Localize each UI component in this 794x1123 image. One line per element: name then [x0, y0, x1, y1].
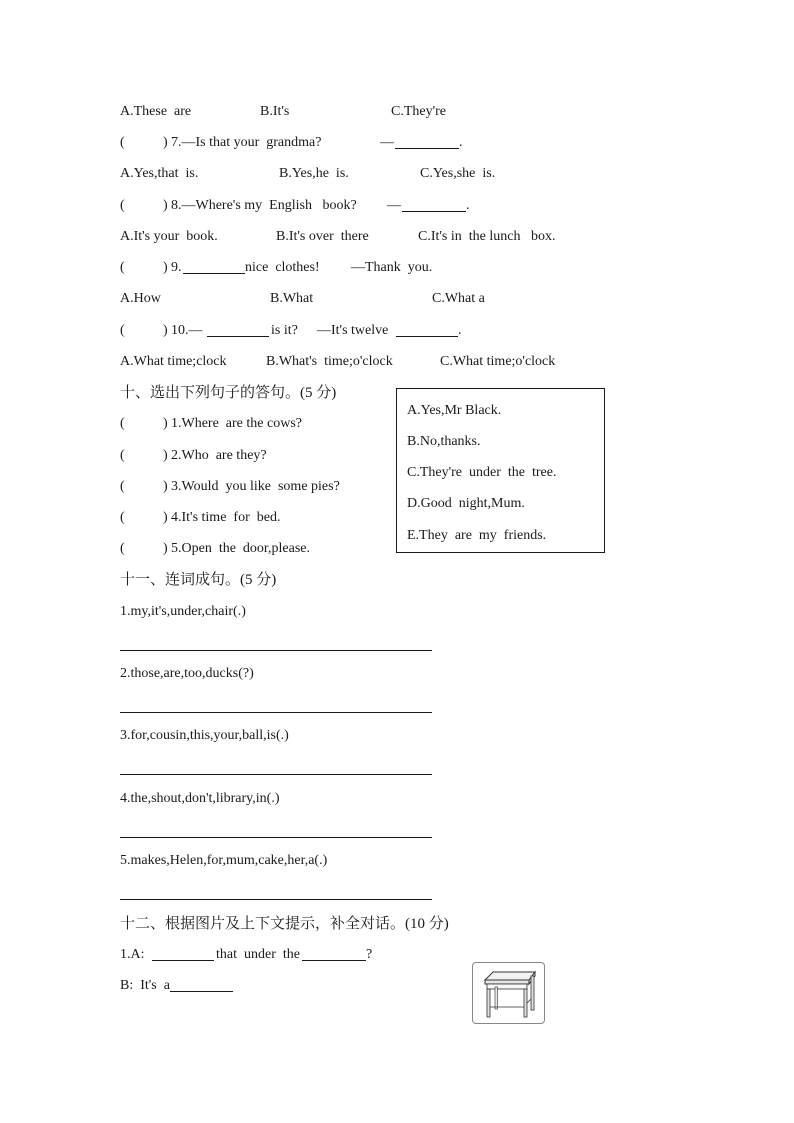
- s10-q2-paren-open: (: [120, 448, 125, 463]
- q8-option-c: C.It's in the lunch box.: [418, 229, 556, 244]
- answer-choice-box: [396, 388, 605, 553]
- s10-q5-text: 5.Open the door,please.: [171, 541, 311, 556]
- q8-paren-close: ): [163, 198, 168, 213]
- q7-option-b: B.Yes,he is.: [279, 166, 349, 181]
- q9-option-b: B.What: [270, 291, 314, 306]
- s11-answer-line-2[interactable]: [120, 712, 432, 713]
- q7-paren-open: (: [120, 135, 125, 150]
- q10-answer-blank-1[interactable]: [207, 322, 269, 337]
- q8-dash: —: [387, 198, 401, 213]
- q7-answer-blank[interactable]: [395, 134, 459, 149]
- q9-option-a: A.How: [120, 291, 161, 306]
- s12-line-a-blank-1[interactable]: [152, 946, 214, 961]
- answer-choice-d: D.Good night,Mum.: [407, 496, 525, 511]
- section12-title: 十二、根据图片及上下文提示，补全对话。(10 分): [120, 916, 449, 932]
- q10-question-tail: is it?: [271, 323, 298, 338]
- s12-line-b-prefix: B: It's a: [120, 978, 170, 993]
- q9-option-c: C.What a: [432, 291, 485, 306]
- q7-dot: .: [459, 135, 463, 150]
- q10-reply: —It's twelve: [317, 323, 389, 338]
- s11-answer-line-1[interactable]: [120, 650, 432, 651]
- q10-paren-close: ): [163, 323, 168, 338]
- q8-option-a: A.It's your book.: [120, 229, 218, 244]
- s11-item-5: 5.makes,Helen,for,mum,cake,her,a(.): [120, 853, 328, 868]
- q8-question: 8.—Where's my English book?: [171, 198, 357, 213]
- s11-answer-line-5[interactable]: [120, 899, 432, 900]
- q7-option-a: A.Yes,that is.: [120, 166, 199, 181]
- q10-dot: .: [458, 323, 462, 338]
- q10-paren-open: (: [120, 323, 125, 338]
- s10-q3-paren-open: (: [120, 479, 125, 494]
- s10-q3-text: 3.Would you like some pies?: [171, 479, 340, 494]
- s12-line-a-prefix: 1.A:: [120, 947, 145, 962]
- q8-answer-blank[interactable]: [402, 197, 466, 212]
- s12-line-b-blank[interactable]: [170, 977, 233, 992]
- q10-number: 10.—: [171, 323, 203, 338]
- s11-item-1: 1.my,it's,under,chair(.): [120, 604, 246, 619]
- answer-choice-a: A.Yes,Mr Black.: [407, 403, 502, 418]
- q8-option-b: B.It's over there: [276, 229, 369, 244]
- desk-picture: [472, 962, 545, 1024]
- section11-title: 十一、连词成句。(5 分): [120, 572, 277, 588]
- s10-q4-paren-close: ): [163, 510, 168, 525]
- desk-with-book-icon: [473, 963, 544, 1023]
- q9-paren-open: (: [120, 260, 125, 275]
- s10-q3-paren-close: ): [163, 479, 168, 494]
- q7-option-c: C.Yes,she is.: [420, 166, 496, 181]
- s10-q1-text: 1.Where are the cows?: [171, 416, 302, 431]
- section10-title: 十、选出下列句子的答句。(5 分): [120, 385, 337, 401]
- q6-option-c: C.They're: [391, 104, 447, 119]
- s10-q5-paren-open: (: [120, 541, 125, 556]
- q7-paren-close: ): [163, 135, 168, 150]
- s12-line-a-end: ?: [366, 947, 373, 962]
- q9-question-tail: nice clothes!: [245, 260, 320, 275]
- s12-line-a-blank-2[interactable]: [302, 946, 366, 961]
- q9-answer-blank[interactable]: [183, 259, 245, 274]
- s10-q2-text: 2.Who are they?: [171, 448, 267, 463]
- q8-dot: .: [466, 198, 470, 213]
- s10-q4-text: 4.It's time for bed.: [171, 510, 281, 525]
- q10-option-b: B.What's time;o'clock: [266, 354, 393, 369]
- q9-number: 9.: [171, 260, 182, 275]
- s10-q1-paren-open: (: [120, 416, 125, 431]
- s11-item-4: 4.the,shout,don't,library,in(.): [120, 791, 280, 806]
- q10-option-a: A.What time;clock: [120, 354, 227, 369]
- q7-dash: —: [380, 135, 394, 150]
- q8-paren-open: (: [120, 198, 125, 213]
- s11-item-3: 3.for,cousin,this,your,ball,is(.): [120, 728, 289, 743]
- q7-question: 7.—Is that your grandma?: [171, 135, 322, 150]
- q10-option-c: C.What time;o'clock: [440, 354, 556, 369]
- q6-option-a: A.These are: [120, 104, 192, 119]
- s10-q4-paren-open: (: [120, 510, 125, 525]
- answer-choice-c: C.They're under the tree.: [407, 465, 557, 480]
- q10-answer-blank-2[interactable]: [396, 322, 458, 337]
- answer-choice-b: B.No,thanks.: [407, 434, 481, 449]
- s11-item-2: 2.those,are,too,ducks(?): [120, 666, 254, 681]
- s11-answer-line-3[interactable]: [120, 774, 432, 775]
- q9-reply: —Thank you.: [351, 260, 433, 275]
- s10-q1-paren-close: ): [163, 416, 168, 431]
- s12-line-a-mid: that under the: [216, 947, 300, 962]
- q6-option-b: B.It's: [260, 104, 290, 119]
- q9-paren-close: ): [163, 260, 168, 275]
- s11-answer-line-4[interactable]: [120, 837, 432, 838]
- answer-choice-e: E.They are my friends.: [407, 528, 547, 543]
- s10-q2-paren-close: ): [163, 448, 168, 463]
- s10-q5-paren-close: ): [163, 541, 168, 556]
